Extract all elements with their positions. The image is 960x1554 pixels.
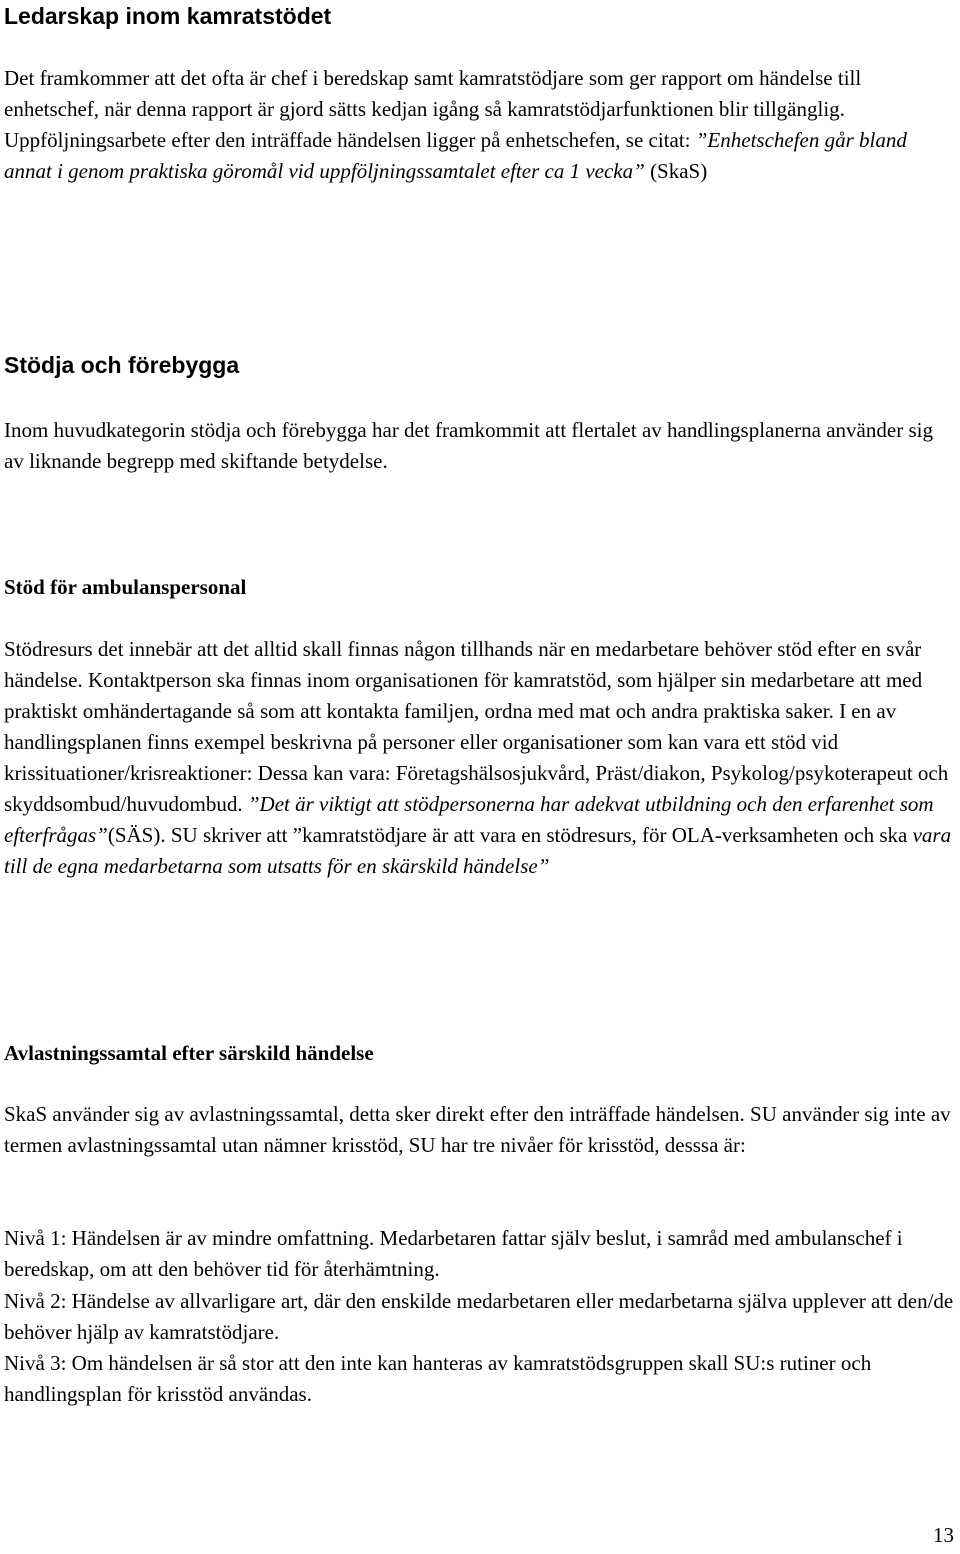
paragraph-niva-2: Nivå 2: Händelse av allvarligare art, där den enskilde medarbetaren eller medarbetarna själva upplever att den/de behöver hjälp av kamratstödjare. [4,1289,954,1344]
quote-kamratstodjare: vara till de egna medarbetarna som utsatts för en skärskild händelse” [4,823,952,878]
paragraph-stod-ambulans [4,634,956,882]
section-heading-ledarskap: Ledarskap inom kamratstödet [4,3,332,29]
paragraph-niva-1: Nivå 1: Händelsen är av mindre omfattning. Medarbetaren fattar själv beslut, i samråd med ambulanschef i beredskap, om att den behöver tid för återhämtning. [4,1226,903,1281]
paragraph-niva-3: Nivå 3: Om händelsen är så stor att den inte kan hanteras av kamratstödsgruppen skall SU:s rutiner och handlingsplan för krisstöd användas. [4,1351,872,1406]
section-heading-stod-ambulans: Stöd för ambulanspersonal [4,575,247,599]
section-heading-avlastning: Avlastningssamtal efter särskild händelse [4,1041,374,1065]
quote-stodpersonerna: ”Det är viktigt att stödpersonerna har adekvat utbildning och den erfarenhet som efterfrågas” [4,792,934,847]
paragraph-stod-ambulans-text: Stödresurs det innebär att det alltid skall finnas någon tillhands när en medarbetare behöver stöd efter en svår händelse. Kontaktperson ska finnas inom organisationen för kamratstöd, som hjälper sin medarbetare att med praktiskt omhändertagande så som att kontakta familjen, ordna med mat och andra praktiska saker. I en av handlingsplanen finns exempel beskrivna på personer eller organisationer som kan vara ett stöd vid krissituationer/krisreaktioner: Dessa kan vara: Företagshälsosjukvård, Präst/diakon, Psykolog/psykoterapeut och skyddsombud/huvudombud. [4,637,949,816]
paragraph-stod-ambulans-text-2: (SÄS). SU skriver att ”kamratstödjare är att vara en stödresurs, för OLA-verksamheten och ska [107,823,913,847]
paragraph-ledarskap [4,63,956,187]
page-number: 13 [933,1523,954,1547]
paragraph-stodja: Inom huvudkategorin stödja och förebygga har det framkommit att flertalet av handlingsplanerna använder sig av liknande begrepp med skiftande betydelse. [4,418,933,473]
paragraph-ledarskap-source: (SkaS) [644,159,708,183]
quote-enhetschefen: ”Enhetschefen går bland annat i genom praktiska göromål vid uppföljningssamtalet efter ca 1 vecka” [4,128,907,183]
section-heading-stodja: Stödja och förebygga [4,352,240,378]
paragraph-avlastning: SkaS använder sig av avlastningssamtal, detta sker direkt efter den inträffade händelsen. SU använder sig inte av termen avlastningssamtal utan nämner krisstöd, SU har tre nivåer för krisstöd, desssa är: [4,1102,951,1157]
paragraph-ledarskap-text: Det framkommer att det ofta är chef i beredskap samt kamratstödjare som ger rapport om händelse till enhetschef, när denna rapport är gjord sätts kedjan igång så kamratstödjarfunktionen blir tillgänglig. Uppföljningsarbete efter den inträffade händelsen ligger på enhetschefen, se citat: [4,66,862,152]
